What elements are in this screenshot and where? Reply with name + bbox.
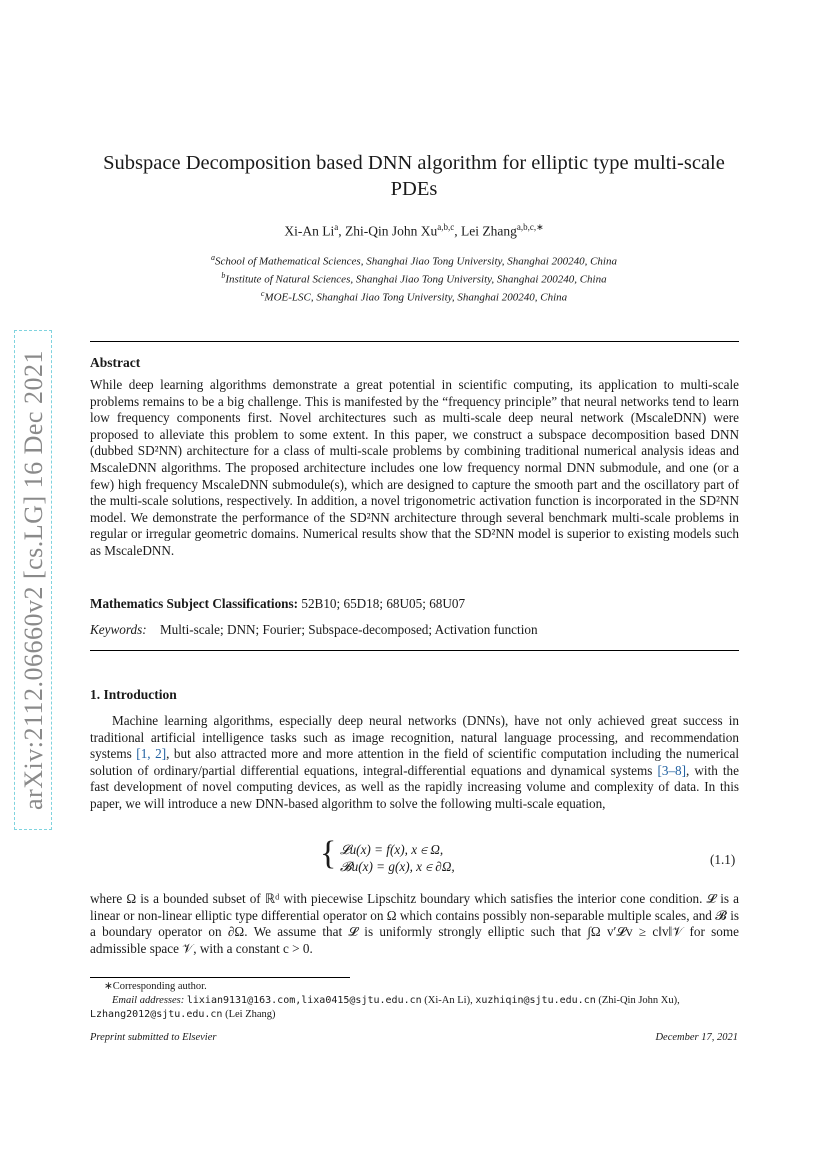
paper-title: Subspace Decomposition based DNN algorithm for elliptic type multi-scale PDEs <box>103 152 725 200</box>
introduction-heading: 1. Introduction <box>90 687 177 702</box>
affiliation <box>90 269 738 287</box>
author-list: Xi-An Li$^a$, Zhi-Qin John Xu$^{a,b,c}$, Lei Zhang$^{a,b,c,∗}$ <box>284 222 544 239</box>
author-name: Lei Zhang <box>460 223 517 239</box>
email-link[interactable]: Lzhang2012@sjtu.edu.cn <box>90 1009 223 1020</box>
equation-line: 𝓛u(x) = f(x), x ∈ Ω, <box>340 842 444 857</box>
intro-paragraph-2: where Ω is a bounded subset of ℝᵈ with piecewise Lipschitz boundary which satisfies the interior cone condition. 𝓛 is a linear or non-linear elliptic type differential operator on Ω which contains possibly non-separable multiple scales, and 𝓑 is a boundary operator on ∂Ω. We assume that 𝓛 is uniformly strongly elliptic such that ∫Ω v′𝓛v ≥ c‖v‖𝒱 for some admissible space 𝒱, with a constant c > 0. <box>90 891 739 956</box>
affiliation-text: School of Mathematical Sciences, Shanghai Jiao Tong University, Shanghai 200240, China <box>215 255 617 268</box>
author-name: Zhi-Qin John Xu <box>344 223 438 239</box>
email-link[interactable]: xuzhiqin@sjtu.edu.cn <box>475 995 596 1006</box>
abstract-top-rule <box>90 341 739 342</box>
corresponding-footnote: ∗Corresponding author. <box>104 981 207 992</box>
footer-date: December 17, 2021 <box>655 1032 738 1043</box>
citation-link[interactable]: [3–8] <box>657 762 687 778</box>
footer-preprint: Preprint submitted to Elsevier <box>90 1032 217 1043</box>
keywords-value: Multi-scale; DNN; Fourier; Subspace-decomposed; Activation function <box>159 622 538 637</box>
keywords-line <box>90 622 538 638</box>
msc-line <box>90 596 465 612</box>
arxiv-stamp: arXiv:2112.06660v2 [cs.LG] 16 Dec 2021 <box>19 350 48 810</box>
intro-text: , but also attracted more and more attention in the field of scientific computation including the numerical solution of ordinary/partial differential equations, integral-differential equations and dynamical systems <box>90 746 739 778</box>
intro-text: Machine learning algorithms, especially deep neural networks (DNNs), have not only achieved great success in traditional artificial intelligence tasks such as image recognition, natural language processing, and recommendation systems <box>90 713 739 762</box>
author-name: Xi-An Li <box>284 223 335 239</box>
email-owner: (Lei Zhang) <box>225 1009 276 1020</box>
equation-line: 𝓑u(x) = g(x), x ∈ ∂Ω, <box>340 859 455 874</box>
affiliation-mark: c <box>260 289 265 299</box>
citation-link[interactable]: [1, 2] <box>136 746 167 762</box>
equation-brace: { <box>320 835 337 872</box>
intro-paragraph-1 <box>90 713 739 813</box>
email-owner: (Xi-An Li), <box>424 995 473 1006</box>
affiliation <box>90 251 738 269</box>
affiliation <box>90 287 738 305</box>
affiliation-text: Institute of Natural Sciences, Shanghai Jiao Tong University, Shanghai 200240, China <box>225 273 607 286</box>
intro-text: , with the fast development of novel computing devices, as well as the rapidly increasing volume and complexity of data. In this paper, we will introduce a new DNN-based algorithm to solve the following multi-scale equation, <box>90 762 739 811</box>
msc-value: 52B10; 65D18; 68U05; 68U07 <box>301 596 466 611</box>
affiliation-mark: a <box>211 253 215 262</box>
msc-label: Mathematics Subject Classifications: <box>90 596 299 611</box>
footnote-rule <box>90 977 350 978</box>
affiliation-text: MOE-LSC, Shanghai Jiao Tong University, Shanghai 200240, China <box>264 291 568 304</box>
abstract-heading: Abstract <box>90 355 141 370</box>
keywords-label: Keywords: <box>90 622 147 637</box>
abstract-bottom-rule <box>90 650 739 651</box>
author-affil-mark: a,b,c <box>437 222 455 232</box>
email-label: Email addresses: <box>112 995 185 1006</box>
email-footnote <box>90 994 739 1022</box>
email-link[interactable]: lixian9131@163.com,lixa0415@sjtu.edu.cn <box>186 995 422 1006</box>
affiliation-mark: b <box>221 271 226 281</box>
author-affil-mark: a,b,c,∗ <box>516 222 544 232</box>
abstract-text: While deep learning algorithms demonstrate a great potential in scientific computing, its application to multi-scale problems remains to be a big challenge. This is manifested by the “frequency principle” that neural networks tend to learn low frequency components first. Novel architectures such as multi-scale deep neural network (MscaleDNN) were proposed to alleviate this problem to some extent. In this paper, we construct a subspace decomposition based DNN (dubbed SD²NN) architecture for a class of multi-scale problems by combining traditional numerical analysis ideas and MscaleDNN algorithms. The proposed architecture includes one low frequency normal DNN submodule, and one (or a few) high frequency MscaleDNN submodule(s), which are designed to capture the smooth part and the oscillatory part of the multi-scale solutions, respectively. In addition, a novel trigonometric activation function is incorporated in the SD²NN model. We demonstrate the performance of the SD²NN architecture through several benchmark multi-scale problems in regular or irregular geometric domains. Numerical results show that the SD²NN model is superior to existing models such as MscaleDNN. <box>90 377 739 558</box>
email-owner: (Zhi-Qin John Xu), <box>598 995 680 1006</box>
equation-number: (1.1) <box>710 852 736 867</box>
affiliation-list <box>90 251 738 305</box>
author-affil-mark: a <box>334 222 339 232</box>
